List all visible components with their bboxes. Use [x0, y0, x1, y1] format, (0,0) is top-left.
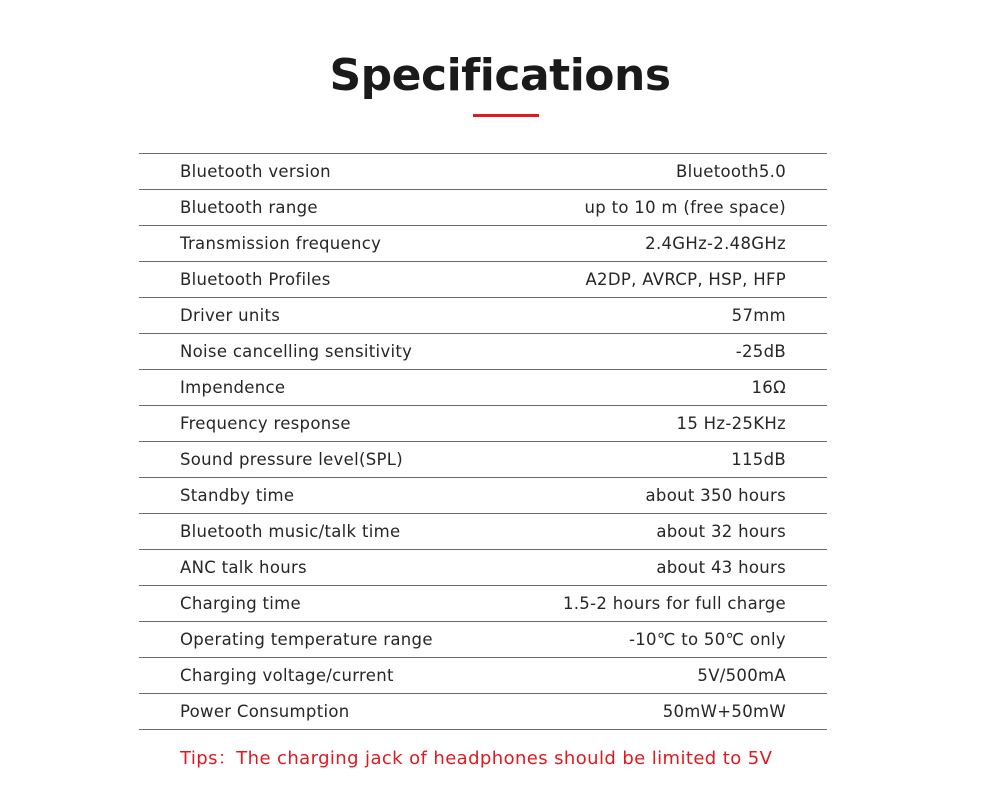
spec-row: [139, 190, 827, 226]
spec-value: -10℃ to 50℃ only: [628, 630, 786, 649]
spec-value: 1.5-2 hours for full charge: [562, 594, 786, 613]
spec-label: Charging voltage/current: [180, 666, 394, 685]
spec-row: [139, 442, 827, 478]
spec-label: Bluetooth version: [180, 162, 331, 181]
spec-row: [139, 406, 827, 442]
spec-label: Driver units: [180, 306, 281, 325]
spec-value: 2.4GHz-2.48GHz: [645, 234, 786, 253]
spec-value: about 350 hours: [645, 486, 786, 505]
spec-label: Transmission frequency: [180, 234, 382, 253]
spec-label: Frequency response: [180, 414, 351, 433]
spec-label: ANC talk hours: [180, 558, 307, 577]
spec-row: [139, 478, 827, 514]
spec-label: Charging time: [180, 594, 301, 613]
spec-row: [139, 334, 827, 370]
spec-label: Power Consumption: [180, 702, 350, 721]
spec-label: Bluetooth range: [180, 198, 318, 217]
spec-row: [139, 586, 827, 622]
spec-label: Operating temperature range: [180, 630, 433, 649]
spec-row: [139, 154, 827, 190]
spec-value: 50mW+50mW: [662, 702, 786, 721]
spec-value: about 43 hours: [656, 558, 786, 577]
spec-value: up to 10 m (free space): [584, 198, 786, 217]
tips-note: Tips：The charging jack of headphones should be limited to 5V: [180, 748, 773, 769]
spec-value: 16Ω: [751, 378, 786, 397]
page-title: Specifications: [329, 50, 671, 101]
spec-row: [139, 226, 827, 262]
title-accent-underline: [473, 114, 539, 117]
spec-label: Bluetooth music/talk time: [180, 522, 401, 541]
spec-row: [139, 694, 827, 730]
spec-label: Standby time: [180, 486, 295, 505]
spec-label: Noise cancelling sensitivity: [180, 342, 413, 361]
spec-label: Bluetooth Profiles: [180, 270, 331, 289]
spec-value: Bluetooth5.0: [676, 162, 786, 181]
spec-value: about 32 hours: [656, 522, 786, 541]
spec-row: [139, 658, 827, 694]
spec-row: [139, 298, 827, 334]
spec-row: [139, 514, 827, 550]
spec-value: -25dB: [735, 342, 786, 361]
spec-value: 115dB: [731, 450, 786, 469]
spec-value: 15 Hz-25KHz: [676, 414, 786, 433]
spec-label: Impendence: [180, 378, 286, 397]
spec-label: Sound pressure level(SPL): [180, 450, 403, 469]
spec-value: 57mm: [731, 306, 786, 325]
spec-row: [139, 622, 827, 658]
spec-row: [139, 550, 827, 586]
spec-value: 5V/500mA: [697, 666, 786, 685]
spec-table: [139, 153, 827, 730]
spec-row: [139, 262, 827, 298]
spec-row: [139, 370, 827, 406]
spec-value: A2DP, AVRCP, HSP, HFP: [585, 270, 786, 289]
